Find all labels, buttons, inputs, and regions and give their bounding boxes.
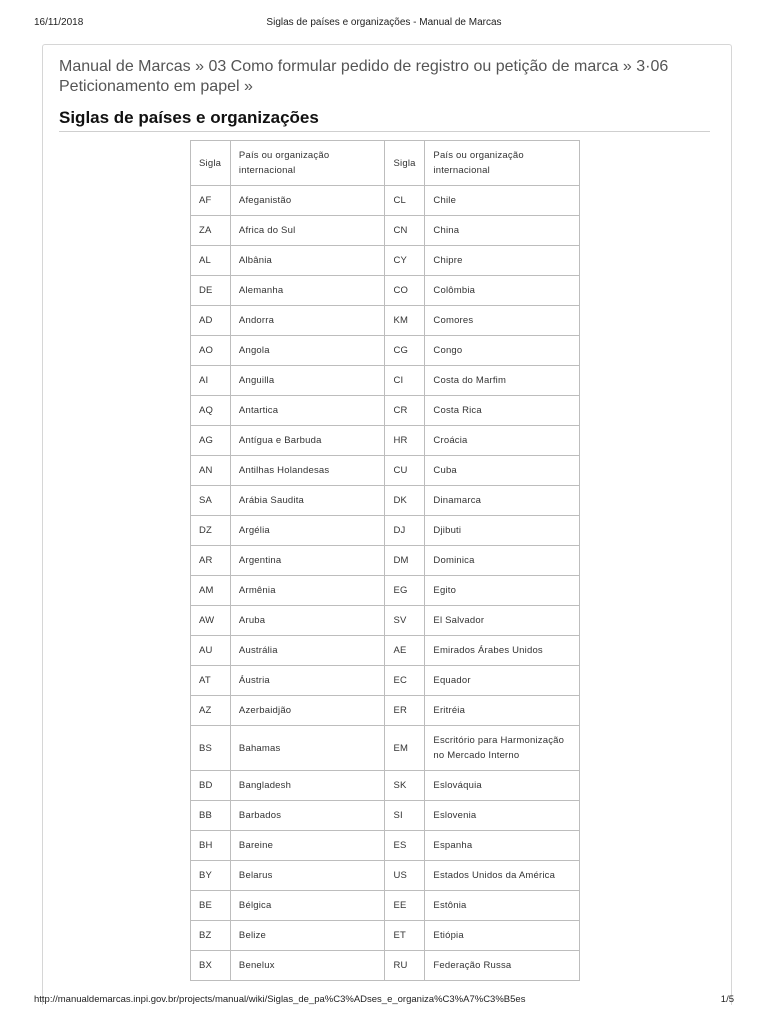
- cell-country-right: Djibuti: [425, 516, 580, 546]
- cell-country-left: Armênia: [230, 576, 385, 606]
- cell-country-left: Argentina: [230, 546, 385, 576]
- cell-country-right: Colômbia: [425, 276, 580, 306]
- cell-country-left: Barbados: [230, 801, 385, 831]
- cell-code-left: AQ: [191, 396, 231, 426]
- cell-country-right: Estônia: [425, 891, 580, 921]
- print-header: [34, 17, 734, 31]
- cell-country-right: El Salvador: [425, 606, 580, 636]
- cell-code-right: EE: [385, 891, 425, 921]
- cell-country-left: Bangladesh: [230, 771, 385, 801]
- cell-code-right: CL: [385, 186, 425, 216]
- cell-country-left: Antígua e Barbuda: [230, 426, 385, 456]
- cell-code-right: EM: [385, 726, 425, 771]
- cell-code-right: CO: [385, 276, 425, 306]
- cell-country-left: Andorra: [230, 306, 385, 336]
- cell-country-left: Africa do Sul: [230, 216, 385, 246]
- cell-country-right: Federação Russa: [425, 951, 580, 981]
- cell-country-right: Costa do Marfim: [425, 366, 580, 396]
- cell-code-right: ET: [385, 921, 425, 951]
- table-row: [191, 801, 580, 831]
- cell-code-right: SI: [385, 801, 425, 831]
- cell-country-left: Arábia Saudita: [230, 486, 385, 516]
- cell-code-left: BB: [191, 801, 231, 831]
- cell-code-right: KM: [385, 306, 425, 336]
- cell-country-right: Costa Rica: [425, 396, 580, 426]
- cell-code-left: SA: [191, 486, 231, 516]
- cell-country-left: Belize: [230, 921, 385, 951]
- cell-country-right: Espanha: [425, 831, 580, 861]
- cell-country-left: Argélia: [230, 516, 385, 546]
- cell-country-right: Dinamarca: [425, 486, 580, 516]
- cell-country-right: Eritréia: [425, 696, 580, 726]
- cell-code-left: AG: [191, 426, 231, 456]
- cell-country-left: Alemanha: [230, 276, 385, 306]
- cell-code-left: AR: [191, 546, 231, 576]
- cell-code-left: AU: [191, 636, 231, 666]
- header-code: Sigla: [191, 141, 231, 186]
- cell-country-right: China: [425, 216, 580, 246]
- table-row: [191, 921, 580, 951]
- cell-country-right: Cuba: [425, 456, 580, 486]
- cell-code-right: CY: [385, 246, 425, 276]
- cell-code-left: BD: [191, 771, 231, 801]
- cell-code-right: RU: [385, 951, 425, 981]
- table-row: [191, 831, 580, 861]
- cell-country-left: Austrália: [230, 636, 385, 666]
- cell-code-left: AM: [191, 576, 231, 606]
- cell-code-left: AZ: [191, 696, 231, 726]
- table-row: [191, 951, 580, 981]
- cell-country-right: Equador: [425, 666, 580, 696]
- cell-code-right: CR: [385, 396, 425, 426]
- breadcrumb-link-manual[interactable]: Manual de Marcas: [59, 58, 191, 75]
- print-url: http://manualdemarcas.inpi.gov.br/projects/manual/wiki/Siglas_de_pa%C3%ADses_e_organiza%C3%A7%C3%B5es: [34, 994, 526, 1005]
- header-code: Sigla: [385, 141, 425, 186]
- cell-code-left: AF: [191, 186, 231, 216]
- cell-country-right: Etiópia: [425, 921, 580, 951]
- table-row: [191, 576, 580, 606]
- cell-country-left: Belarus: [230, 861, 385, 891]
- cell-code-right: ER: [385, 696, 425, 726]
- cell-country-left: Aruba: [230, 606, 385, 636]
- country-codes-table: [190, 140, 580, 981]
- cell-code-right: AE: [385, 636, 425, 666]
- cell-country-left: Áustria: [230, 666, 385, 696]
- table-row: [191, 891, 580, 921]
- table-row: [191, 726, 580, 771]
- table-row: [191, 456, 580, 486]
- cell-country-left: Antilhas Holandesas: [230, 456, 385, 486]
- cell-country-left: Azerbaidjão: [230, 696, 385, 726]
- cell-code-left: BH: [191, 831, 231, 861]
- cell-country-right: Comores: [425, 306, 580, 336]
- table-row: [191, 276, 580, 306]
- cell-country-right: Congo: [425, 336, 580, 366]
- cell-country-left: Angola: [230, 336, 385, 366]
- page-indicator: 1/5: [720, 994, 734, 1005]
- cell-code-right: EC: [385, 666, 425, 696]
- breadcrumb-link-section-03[interactable]: 03 Como formular pedido de registro ou petição de marca: [208, 58, 619, 75]
- table-row: [191, 396, 580, 426]
- cell-code-right: CU: [385, 456, 425, 486]
- table-row: [191, 306, 580, 336]
- cell-code-right: DK: [385, 486, 425, 516]
- cell-code-left: AL: [191, 246, 231, 276]
- cell-code-right: SK: [385, 771, 425, 801]
- cell-code-left: AD: [191, 306, 231, 336]
- title-divider: [59, 131, 710, 132]
- table-row: [191, 336, 580, 366]
- breadcrumb: [59, 57, 709, 97]
- table-row: [191, 861, 580, 891]
- cell-code-right: HR: [385, 426, 425, 456]
- cell-code-left: DZ: [191, 516, 231, 546]
- cell-code-right: SV: [385, 606, 425, 636]
- cell-country-left: Anguilla: [230, 366, 385, 396]
- cell-code-right: ES: [385, 831, 425, 861]
- cell-country-right: Dominica: [425, 546, 580, 576]
- cell-country-left: Bélgica: [230, 891, 385, 921]
- cell-code-left: BX: [191, 951, 231, 981]
- table-row: [191, 366, 580, 396]
- print-date: 16/11/2018: [34, 17, 84, 28]
- cell-country-right: Eslováquia: [425, 771, 580, 801]
- cell-code-left: AI: [191, 366, 231, 396]
- cell-code-left: BS: [191, 726, 231, 771]
- cell-code-left: ZA: [191, 216, 231, 246]
- cell-code-left: AW: [191, 606, 231, 636]
- cell-country-right: Egito: [425, 576, 580, 606]
- header-country: País ou organização internacional: [425, 141, 580, 186]
- table-row: [191, 606, 580, 636]
- cell-code-right: CG: [385, 336, 425, 366]
- table-row: [191, 546, 580, 576]
- cell-country-right: Escritório para Harmonização no Mercado Interno: [425, 726, 580, 771]
- breadcrumb-separator: »: [622, 58, 632, 75]
- cell-code-right: CI: [385, 366, 425, 396]
- cell-code-right: EG: [385, 576, 425, 606]
- cell-code-left: AO: [191, 336, 231, 366]
- cell-country-right: Eslovenia: [425, 801, 580, 831]
- cell-country-right: Chile: [425, 186, 580, 216]
- cell-code-left: BY: [191, 861, 231, 891]
- cell-code-right: US: [385, 861, 425, 891]
- print-footer: [34, 994, 734, 1008]
- breadcrumb-separator: »: [244, 78, 253, 95]
- breadcrumb-link-section-306[interactable]: 3·06 Peticionamento em papel: [59, 58, 669, 95]
- table-header-row: [191, 141, 580, 186]
- table-row: [191, 486, 580, 516]
- cell-code-left: BZ: [191, 921, 231, 951]
- cell-country-left: Antartica: [230, 396, 385, 426]
- print-page-title: Siglas de países e organizações - Manual de Marcas: [266, 17, 502, 28]
- cell-country-left: Benelux: [230, 951, 385, 981]
- cell-code-right: CN: [385, 216, 425, 246]
- cell-country-left: Afeganistão: [230, 186, 385, 216]
- table-row: [191, 516, 580, 546]
- cell-country-left: Bahamas: [230, 726, 385, 771]
- table-row: [191, 771, 580, 801]
- page-title: Siglas de países e organizações: [59, 108, 319, 127]
- table-body: [191, 186, 580, 981]
- cell-code-left: DE: [191, 276, 231, 306]
- cell-country-right: Emirados Árabes Unidos: [425, 636, 580, 666]
- cell-code-left: AT: [191, 666, 231, 696]
- table-row: [191, 426, 580, 456]
- cell-country-right: Estados Unidos da América: [425, 861, 580, 891]
- cell-code-left: AN: [191, 456, 231, 486]
- table-row: [191, 216, 580, 246]
- table-row: [191, 246, 580, 276]
- cell-code-left: BE: [191, 891, 231, 921]
- table-row: [191, 186, 580, 216]
- table-row: [191, 636, 580, 666]
- cell-country-right: Chipre: [425, 246, 580, 276]
- cell-code-right: DJ: [385, 516, 425, 546]
- table-row: [191, 696, 580, 726]
- cell-code-right: DM: [385, 546, 425, 576]
- header-country: País ou organização internacional: [230, 141, 385, 186]
- cell-country-right: Croácia: [425, 426, 580, 456]
- cell-country-left: Bareine: [230, 831, 385, 861]
- cell-country-left: Albânia: [230, 246, 385, 276]
- breadcrumb-separator: »: [195, 58, 204, 75]
- table-row: [191, 666, 580, 696]
